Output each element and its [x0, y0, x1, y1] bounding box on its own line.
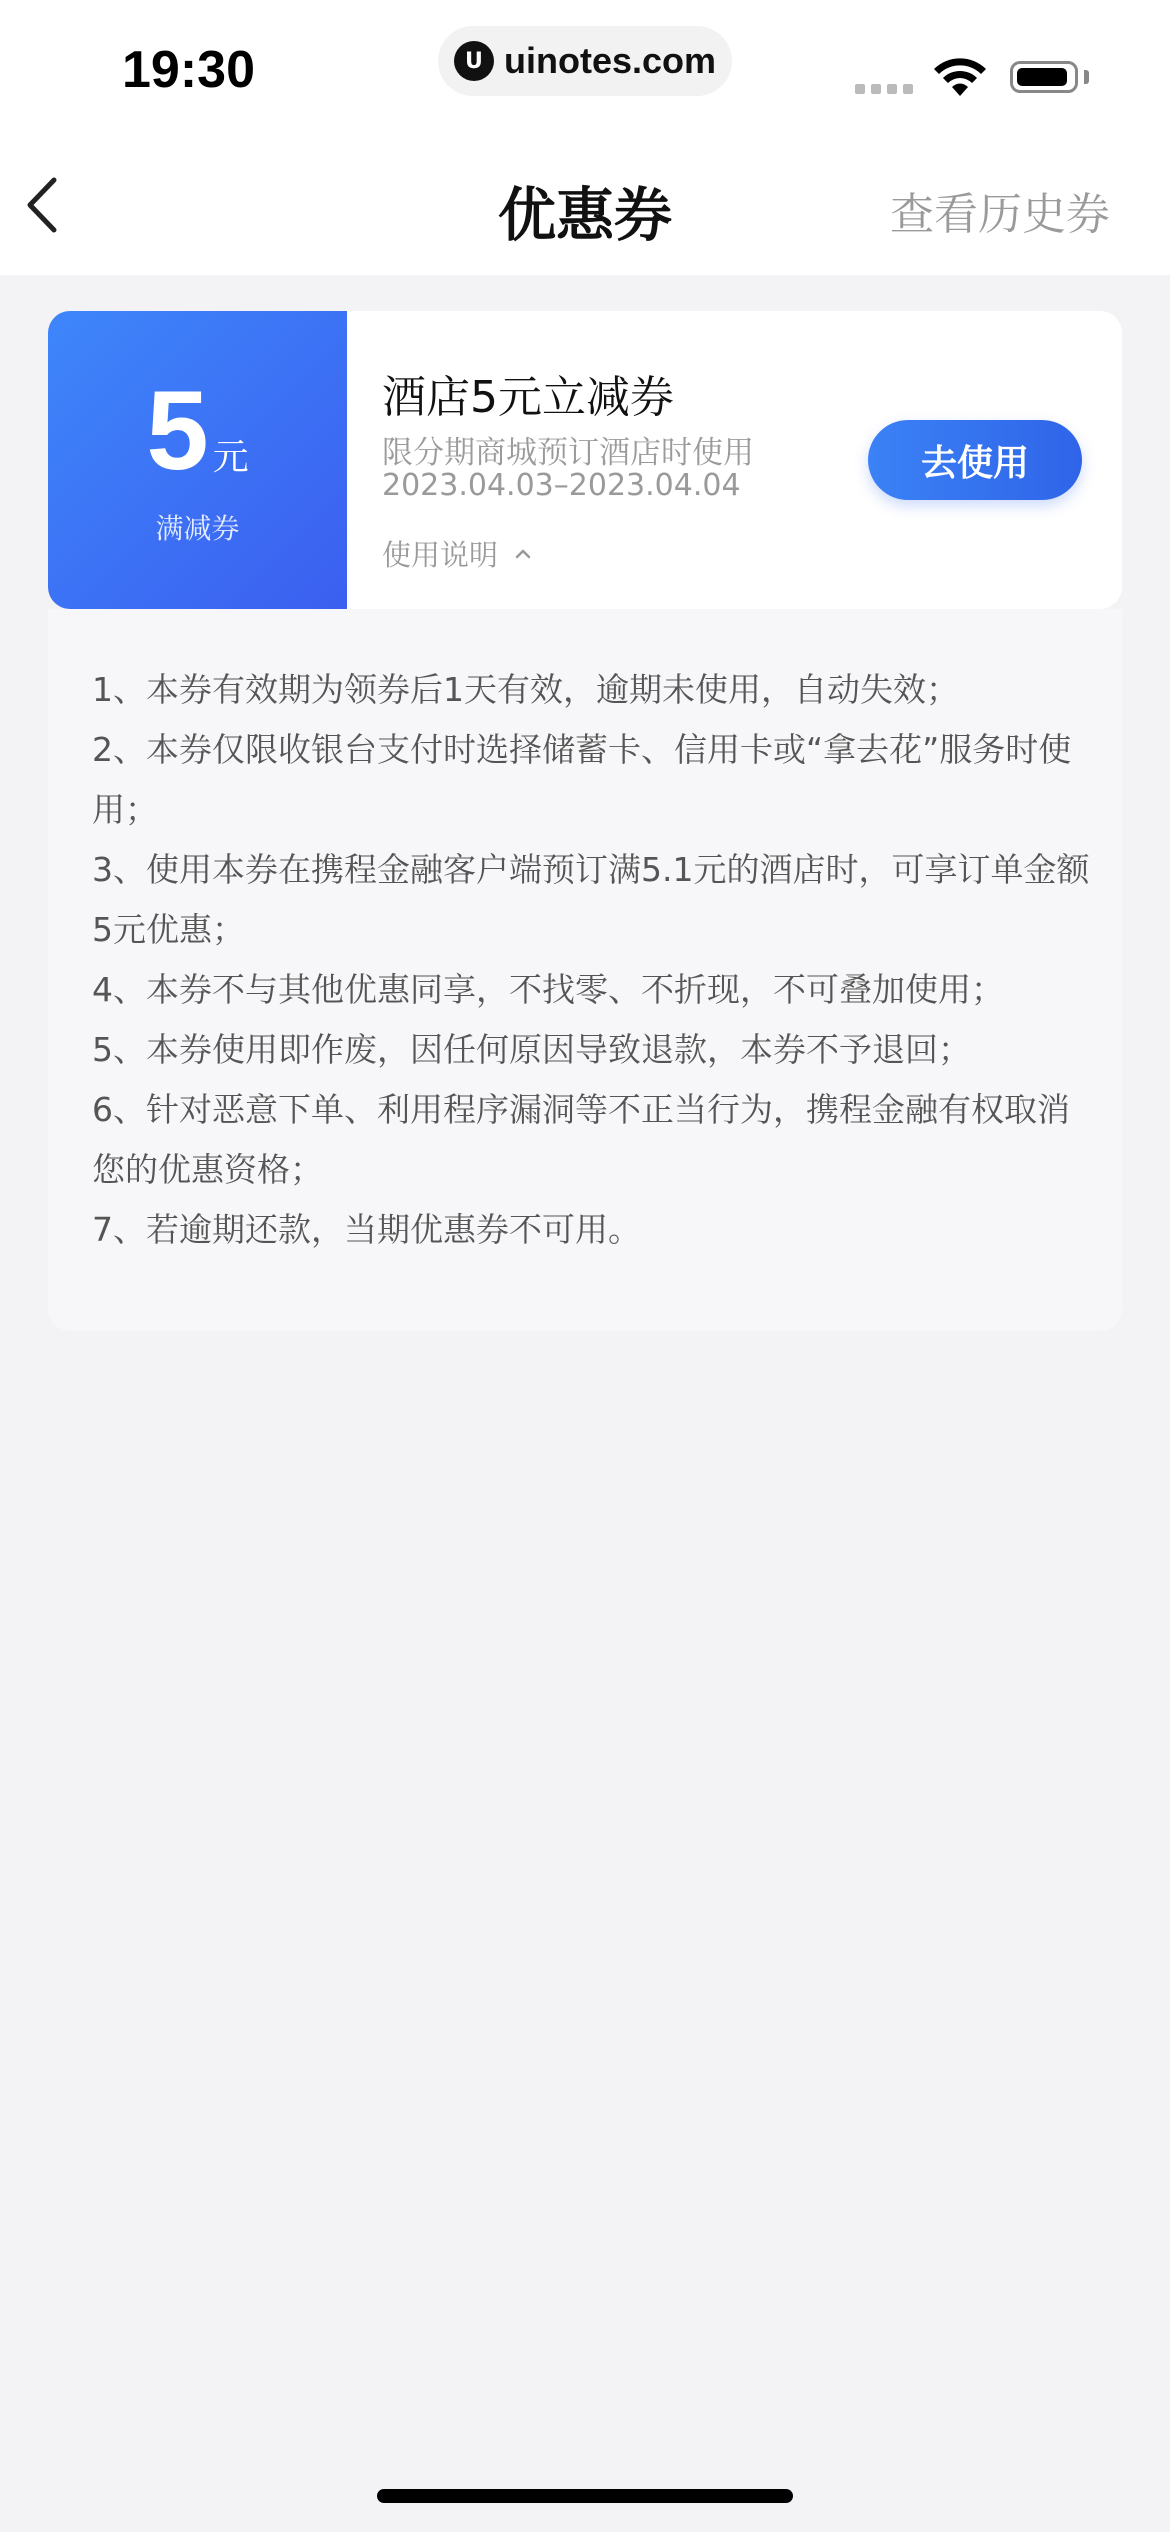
rule-item: 2、本券仅限收银台支付时选择储蓄卡、信用卡或“拿去花”服务时使用；	[92, 730, 1072, 829]
rule-item: 4、本券不与其他优惠同享，不找零、不折现，不可叠加使用；	[92, 970, 1004, 1009]
site-logo-icon: U	[454, 41, 494, 81]
coupon-card	[48, 311, 1122, 609]
history-coupons-link[interactable]: 查看历史券	[890, 189, 1110, 240]
coupon-description: 限分期商城预订酒店时使用	[382, 435, 754, 471]
coupon-value-panel	[48, 311, 347, 609]
url-text: uinotes.com	[503, 40, 717, 81]
usage-instructions-toggle[interactable]	[382, 533, 532, 574]
chevron-up-icon	[514, 548, 532, 560]
cellular-signal-icon	[855, 84, 913, 94]
status-time: 19:30	[122, 41, 255, 99]
page-title: 优惠券	[497, 181, 672, 249]
usage-rules-panel	[48, 609, 1122, 1331]
status-bar	[0, 0, 1170, 150]
usage-instructions-label: 使用说明	[382, 538, 499, 572]
coupon-date-range: 2023.04.03–2023.04.04	[382, 468, 741, 503]
coupon-name: 酒店5元立减券	[382, 372, 674, 423]
coupon-amount-unit: 元	[212, 437, 249, 478]
rule-item: 7、若逾期还款，当期优惠券不可用。	[92, 1210, 641, 1249]
url-pill[interactable]	[438, 26, 732, 96]
home-indicator[interactable]	[377, 2489, 793, 2503]
nav-bar	[0, 150, 1170, 275]
coupon-amount: 5	[146, 368, 209, 493]
rule-item: 1、本券有效期为领券后1天有效，逾期未使用，自动失效；	[92, 670, 959, 709]
rule-item: 3、使用本券在携程金融客户端预订满5.1元的酒店时，可享订单金额5元优惠；	[92, 850, 1090, 949]
rule-item: 6、针对恶意下单、利用程序漏洞等不正当行为，携程金融有权取消您的优惠资格；	[92, 1090, 1070, 1189]
wifi-icon	[932, 56, 988, 98]
battery-icon	[1010, 61, 1078, 93]
use-coupon-button[interactable]: 去使用	[868, 420, 1082, 500]
rule-item: 5、本券使用即作废，因任何原因导致退款，本券不予退回；	[92, 1030, 971, 1069]
coupon-type: 满减券	[155, 512, 240, 545]
battery-tip	[1084, 70, 1089, 84]
